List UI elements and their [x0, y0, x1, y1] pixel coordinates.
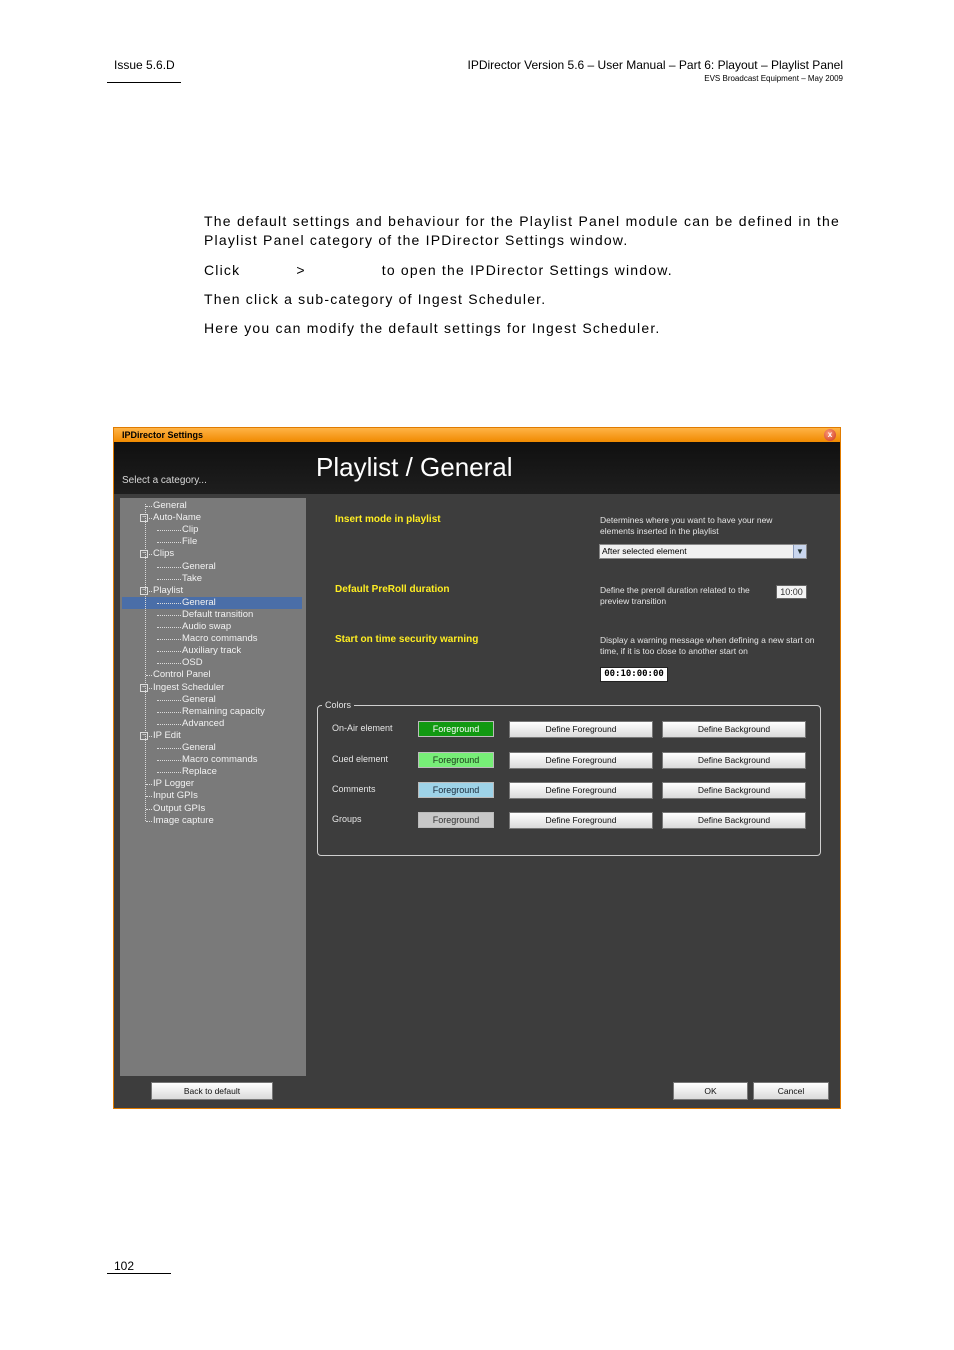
settings-heading: Playlist / General — [316, 452, 513, 482]
color-row-label: Comments — [332, 784, 376, 794]
start-warning-input[interactable]: 00:10:00:00 — [600, 667, 668, 682]
collapse-toggle-icon[interactable]: − — [141, 514, 147, 522]
document-subtitle: EVS Broadcast Equipment – May 2009 — [704, 74, 843, 83]
tree-item-auxiliary-track[interactable]: Auxiliary track — [182, 645, 242, 657]
tree-connector — [157, 700, 181, 701]
tree-connector — [146, 821, 152, 822]
define-background-button[interactable]: Define Background — [662, 752, 806, 769]
color-swatch: Foreground — [418, 782, 494, 798]
tree-connector — [157, 651, 181, 652]
color-swatch: Foreground — [418, 721, 494, 737]
tree-item-general[interactable]: General — [122, 597, 302, 609]
tree-item-replace[interactable]: Replace — [182, 766, 217, 778]
define-foreground-button[interactable]: Define Foreground — [509, 812, 653, 829]
define-background-button[interactable]: Define Background — [662, 721, 806, 738]
tree-connector — [157, 603, 181, 604]
tree-item-advanced[interactable]: Advanced — [182, 717, 225, 729]
issue-label: Issue 5.6.D — [114, 58, 175, 72]
tree-item-image-capture[interactable]: Image capture — [153, 814, 214, 826]
menu-separator: > — [296, 262, 306, 278]
window-titlebar — [114, 428, 840, 442]
color-row-label: On-Air element — [332, 723, 393, 733]
tree-item-ip-logger[interactable]: IP Logger — [153, 778, 195, 790]
tree-item-control-panel[interactable]: Control Panel — [153, 669, 211, 681]
page-number: 102 — [114, 1259, 135, 1273]
tree-item-output-gpis[interactable]: Output GPIs — [153, 802, 206, 814]
collapse-toggle-icon[interactable]: − — [141, 586, 147, 594]
back-to-default-button[interactable]: Back to default — [151, 1082, 273, 1100]
preroll-input[interactable]: 10:00 — [776, 585, 807, 599]
select-category-label: Select a category... — [122, 475, 207, 486]
tree-item-audio-swap[interactable]: Audio swap — [182, 621, 232, 632]
document-title: IPDirector Version 5.6 – User Manual – Part 6: Playout – Playlist Panel — [467, 58, 843, 72]
tree-item-general[interactable]: General — [182, 693, 216, 705]
close-icon[interactable]: x — [824, 429, 836, 441]
settings-window — [113, 427, 841, 1109]
tree-item-clips[interactable]: Clips — [153, 548, 175, 560]
instruction-rest: to open the IPDirector Settings window. — [381, 262, 673, 278]
define-background-button[interactable]: Define Background — [662, 782, 806, 799]
tree-item-macro-commands[interactable]: Macro commands — [182, 633, 258, 645]
collapse-toggle-icon[interactable]: − — [141, 683, 147, 691]
tree-connector — [157, 579, 181, 580]
tree-connector — [146, 506, 152, 507]
instruction-click — [204, 261, 840, 280]
colors-group-title: Colors — [322, 700, 354, 710]
tree-connector — [157, 663, 181, 664]
tree-item-input-gpis[interactable]: Input GPIs — [153, 790, 198, 802]
tree-item-ingest-scheduler[interactable]: Ingest Scheduler — [153, 681, 225, 693]
tree-connector — [157, 615, 181, 616]
instruction-subcategory: Then click a sub-category of Ingest Scheduler. — [204, 291, 547, 307]
color-row-label: Cued element — [332, 754, 389, 764]
cancel-button[interactable]: Cancel — [753, 1082, 829, 1100]
tree-connector — [146, 796, 152, 797]
collapse-toggle-icon[interactable]: − — [141, 550, 147, 558]
tree-connector — [157, 530, 181, 531]
tree-connector — [146, 784, 152, 785]
tree-item-remaining-capacity[interactable]: Remaining capacity — [182, 705, 265, 717]
insert-mode-dropdown[interactable] — [599, 544, 807, 559]
tree-item-clip[interactable]: Clip — [182, 524, 199, 536]
instruction-modify: Here you can modify the default settings for Ingest Scheduler. — [204, 320, 661, 336]
define-background-button[interactable]: Define Background — [662, 812, 806, 829]
start-warning-description: Display a warning message when defining a new start on time, if it is too close to another start on — [600, 635, 815, 656]
tree-connector — [146, 809, 152, 810]
tree-connector — [157, 639, 181, 640]
tree-connector — [157, 772, 181, 773]
tree-item-general[interactable]: General — [153, 500, 187, 511]
define-foreground-button[interactable]: Define Foreground — [509, 721, 653, 738]
header-rule — [107, 82, 181, 83]
tree-item-general[interactable]: General — [182, 742, 216, 753]
color-swatch: Foreground — [418, 752, 494, 768]
ok-button[interactable]: OK — [673, 1082, 748, 1100]
tree-connector — [157, 712, 181, 713]
collapse-toggle-icon[interactable]: − — [141, 731, 147, 739]
tree-connector — [157, 724, 181, 725]
define-foreground-button[interactable]: Define Foreground — [509, 752, 653, 769]
insert-mode-label: Insert mode in playlist — [335, 514, 441, 525]
tree-connector — [157, 748, 181, 749]
tree-item-default-transition[interactable]: Default transition — [182, 608, 254, 620]
color-row-label: Groups — [332, 814, 362, 824]
tree-connector — [157, 542, 181, 543]
click-word: Click — [204, 262, 241, 278]
insert-mode-description: Determines where you want to have your new elements inserted in the playlist — [600, 515, 773, 536]
chevron-down-icon[interactable]: ▼ — [793, 545, 806, 558]
preroll-label: Default PreRoll duration — [335, 584, 450, 595]
define-foreground-button[interactable]: Define Foreground — [509, 782, 653, 799]
tree-item-auto-name[interactable]: Auto-Name — [153, 512, 202, 524]
footer-rule — [107, 1273, 171, 1274]
tree-item-ip-edit[interactable]: IP Edit — [153, 729, 181, 741]
tree-trunk — [145, 504, 146, 821]
intro-paragraph: The default settings and behaviour for the Playlist Panel module can be defined in the Playlist Panel category of the IPDirector Settings window. — [204, 213, 840, 248]
tree-connector — [157, 627, 181, 628]
tree-connector — [157, 567, 181, 568]
tree-item-playlist[interactable]: Playlist — [153, 584, 184, 596]
start-warning-label: Start on time security warning — [335, 634, 479, 645]
preroll-description: Define the preroll duration related to the preview transition — [600, 585, 750, 606]
tree-item-file[interactable]: File — [182, 536, 198, 548]
tree-item-macro-commands[interactable]: Macro commands — [182, 754, 258, 766]
tree-connector — [157, 760, 181, 761]
category-tree[interactable] — [120, 498, 306, 1076]
tree-item-osd[interactable]: OSD — [182, 657, 203, 669]
window-title: IPDirector Settings — [122, 430, 204, 440]
color-swatch: Foreground — [418, 812, 494, 828]
insert-mode-value: After selected element — [602, 546, 687, 556]
tree-item-general[interactable]: General — [182, 560, 216, 572]
tree-item-take[interactable]: Take — [182, 572, 203, 584]
tree-connector — [146, 675, 152, 676]
